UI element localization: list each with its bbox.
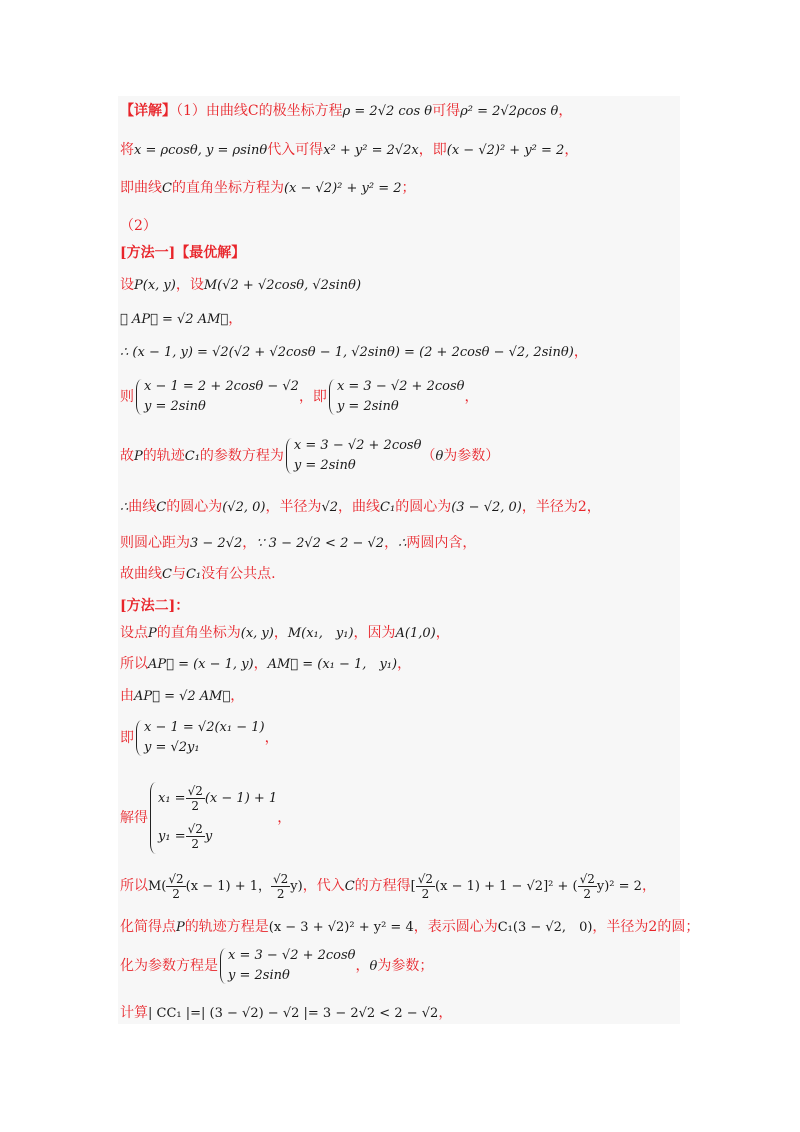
formula: AM⃗ = (x₁ − 1, y₁): [267, 657, 398, 672]
numerator: √2: [168, 871, 184, 886]
formula: | CC₁ |=| (3 − √2) − √2 |= 3 − 2√2 < 2 − √2: [148, 1006, 439, 1021]
equation-row: y = 2sinθ: [293, 458, 356, 473]
solution-line-3: [120, 178, 416, 199]
text: 即曲线: [120, 180, 162, 196]
formula: (x − 3 + √2)² + y² = 4: [268, 920, 414, 935]
formula: M(: [148, 879, 167, 894]
text: ，: [464, 389, 479, 405]
text: ，半径为2的圆；: [592, 919, 700, 935]
equation-row: y = √2y₁: [144, 740, 200, 755]
text: 设点: [120, 625, 148, 641]
formula: √2: [321, 500, 339, 515]
text: 将: [120, 142, 134, 158]
text: ；: [401, 180, 416, 196]
equation-system: [284, 436, 422, 476]
text: 的参数方程为: [199, 448, 284, 464]
text: ，: [273, 625, 288, 641]
formula: ρ² = 2√2ρcos θ: [460, 104, 559, 119]
text: ，即: [298, 389, 327, 405]
text: 解得: [120, 810, 148, 826]
text: ，: [253, 656, 268, 672]
formula: (x − 1) + 1，: [185, 879, 272, 894]
solution-line-15: [120, 623, 450, 644]
text: 可得: [432, 103, 461, 119]
equation-system: [134, 718, 265, 758]
text: ，半径为: [265, 499, 322, 515]
text: ，曲线: [338, 499, 381, 515]
text: 的圆心为: [395, 499, 452, 515]
formula: C: [162, 181, 172, 196]
solution-line-10: [120, 436, 499, 477]
text: ，: [228, 311, 243, 327]
denominator: 2: [276, 886, 285, 901]
numerator: √2: [273, 871, 289, 886]
fraction: [186, 822, 205, 851]
text: 即: [120, 730, 134, 746]
solution-line-9: [120, 377, 478, 417]
text: ，即: [418, 142, 447, 158]
equation-row: [158, 818, 277, 856]
text: ，: [573, 344, 588, 360]
text: 所以: [120, 878, 148, 894]
text: ，: [355, 958, 370, 974]
text: ，半径为2，: [521, 499, 601, 515]
text: 的直角坐标为: [156, 625, 241, 641]
formula: ρ = 2√2 cos θ: [342, 104, 433, 119]
formula: y): [290, 879, 303, 894]
text: ，: [277, 810, 292, 826]
formula: C₁: [185, 567, 202, 582]
text: ，因为: [353, 625, 396, 641]
text: 故曲线: [120, 566, 162, 582]
text: [方法一]【最优解】: [120, 245, 246, 261]
formula: C₁(3 − √2, 0): [497, 920, 593, 935]
formula: ∴: [398, 536, 407, 551]
fraction: [186, 784, 205, 813]
formula: ∵ AP⃗ = √2 AM⃗: [120, 312, 229, 327]
equation-system: [148, 780, 277, 856]
formula: (√2, 0): [222, 500, 266, 515]
text: x₁ =: [158, 791, 186, 806]
solution-line-13: [120, 564, 276, 585]
solution-line-12: [120, 533, 476, 554]
text: ，代入: [302, 878, 345, 894]
solution-line-11: [120, 497, 601, 518]
equation-system: [327, 377, 465, 417]
text: ，: [558, 103, 573, 119]
equation-row: [158, 780, 277, 818]
text: 两圆内含，: [406, 535, 477, 551]
equation-row: x − 1 = 2 + 2cosθ − √2: [144, 379, 299, 394]
text: ，表示圆心为: [413, 919, 498, 935]
formula: (x − 1) + 1 − √2]² + (: [435, 879, 578, 894]
formula: A(1,0): [395, 626, 436, 641]
text: 所以: [120, 656, 148, 672]
equation-row: y = 2sinθ: [336, 399, 399, 414]
fraction: [271, 872, 290, 901]
text: ，: [264, 730, 279, 746]
text: 的圆心为: [166, 499, 223, 515]
text: 为参数）: [443, 448, 500, 464]
formula: (x, y): [240, 626, 274, 641]
solution-line-18: [120, 718, 279, 758]
formula: P: [134, 449, 143, 464]
solution-line-7: [120, 309, 242, 330]
formula: M(√2 + √2cosθ, √2sinθ): [203, 278, 362, 293]
solution-line-22: [120, 946, 433, 987]
text: 化为参数方程是: [120, 958, 218, 974]
text: [方法二]：: [120, 598, 190, 614]
denominator: 2: [421, 886, 430, 901]
formula: P: [148, 626, 157, 641]
formula: AP⃗ = (x − 1, y): [148, 657, 254, 672]
fraction: [578, 872, 597, 901]
equation-row: x − 1 = √2(x₁ − 1): [144, 720, 265, 735]
equation-system: [134, 377, 299, 417]
text: 为参数；: [377, 958, 434, 974]
denominator: 2: [583, 886, 592, 901]
formula: θ: [435, 449, 444, 464]
denominator: 2: [191, 799, 200, 813]
fraction: [166, 872, 185, 901]
equation-system: [218, 946, 356, 986]
text: ，: [438, 1005, 453, 1021]
text: ，: [397, 656, 412, 672]
text: （: [421, 448, 436, 464]
formula: (3 − √2, 0): [451, 500, 522, 515]
text: ，: [242, 535, 257, 551]
text: 的轨迹: [142, 448, 185, 464]
solution-line-20: [120, 868, 656, 905]
numerator: √2: [579, 871, 595, 886]
text: 计算: [120, 1005, 148, 1021]
formula: P: [176, 920, 185, 935]
formula: ∵ 3 − 2√2 < 2 − √2: [256, 536, 385, 551]
formula: 3 − 2√2: [190, 536, 243, 551]
solution-line-19: [120, 778, 291, 858]
numerator: √2: [187, 822, 203, 836]
text: ，: [564, 142, 579, 158]
text: y: [204, 829, 213, 844]
denominator: 2: [172, 886, 180, 901]
solution-line-2: [120, 140, 578, 161]
solution-line-1: [120, 101, 572, 122]
formula: C₁: [380, 500, 396, 515]
text: （2）: [120, 218, 157, 234]
equation-row: y = 2sinθ: [228, 968, 290, 983]
formula: ∴: [120, 500, 129, 515]
text: 没有公共点.: [201, 566, 276, 582]
solution-line-21: [120, 917, 699, 938]
formula: y)² = 2: [596, 879, 642, 894]
solution-line-16: [120, 654, 411, 675]
formula: C: [344, 879, 355, 894]
text: (x − 1) + 1: [204, 791, 278, 806]
part-2-label: [120, 216, 157, 236]
numerator: √2: [187, 784, 203, 798]
formula: (x − √2)² + y² = 2: [283, 181, 402, 196]
method-2-heading: [120, 596, 189, 616]
formula: [: [410, 879, 416, 894]
text: ，: [384, 535, 399, 551]
text: 代入可得: [267, 142, 324, 158]
text: （1）由曲线C的极坐标方程: [176, 103, 343, 119]
fraction: [416, 872, 435, 901]
formula: M(x₁, y₁): [287, 626, 354, 641]
text: 设: [120, 277, 134, 293]
equation-row: x = 3 − √2 + 2cosθ: [293, 438, 422, 453]
denominator: 2: [191, 837, 200, 851]
text: ，: [230, 688, 245, 704]
numerator: √2: [417, 871, 434, 886]
equation-row: x = 3 − √2 + 2cosθ: [336, 379, 465, 394]
formula: ∴ (x − 1, y) = √2(√2 + √2cosθ − 1, √2sinθ) = (2 + 2cosθ − √2, 2sinθ): [120, 345, 574, 360]
formula: P(x, y): [134, 278, 176, 293]
method-1-heading: [120, 243, 245, 263]
detail-label: 【详解】: [120, 103, 176, 119]
equation-row: x = 3 − √2 + 2cosθ: [228, 948, 356, 963]
solution-line-23: [120, 1003, 452, 1024]
text: 的轨迹方程是: [184, 919, 269, 935]
text: y₁ =: [158, 829, 186, 844]
solution-line-17: [120, 686, 244, 707]
formula: θ: [369, 959, 378, 974]
text: 的方程得: [354, 878, 411, 894]
text: 化简得点: [120, 919, 176, 935]
solution-line-6: [120, 275, 361, 296]
text: ，: [435, 625, 450, 641]
text: 曲线: [128, 499, 157, 515]
text: 则: [120, 389, 134, 405]
equation-row: y = 2sinθ: [144, 399, 206, 414]
formula: C₁: [184, 449, 200, 464]
solution-line-8: [120, 342, 588, 363]
text: 故: [120, 448, 134, 464]
text: 由: [120, 688, 134, 704]
formula: x = ρcosθ, y = ρsinθ: [134, 143, 268, 158]
formula: (x − √2)² + y² = 2: [446, 143, 565, 158]
text: 的直角坐标方程为: [171, 180, 284, 196]
text: 则圆心距为: [120, 535, 190, 551]
formula: x² + y² = 2√2x: [323, 143, 419, 158]
formula: C: [162, 567, 172, 582]
formula: C: [156, 500, 167, 515]
formula: AP⃗ = √2 AM⃗: [134, 689, 231, 704]
text: 与: [171, 566, 186, 582]
text: ，: [641, 878, 656, 894]
text: ，设: [175, 277, 204, 293]
